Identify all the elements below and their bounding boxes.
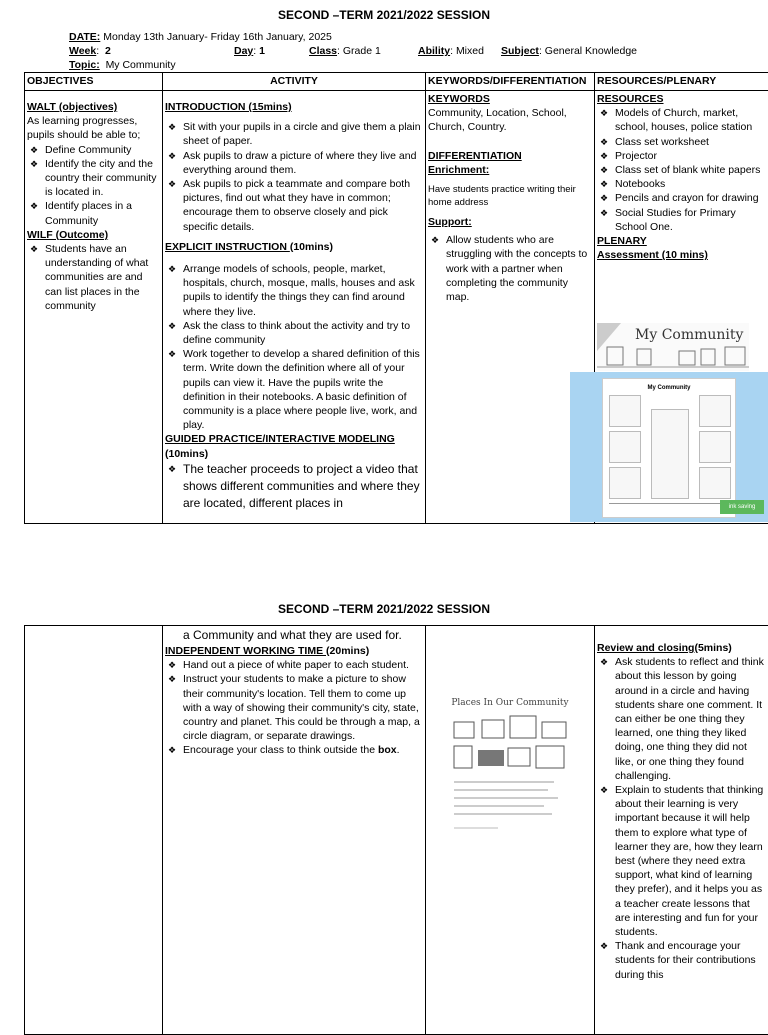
col-resources: RESOURCES/PLENARY: [595, 73, 768, 91]
encourage-item: ❖ Encourage your class to think outside the box.: [183, 743, 423, 757]
header-subject: Subject: General Knowledge: [501, 45, 637, 57]
header-day: Day: 1: [234, 45, 265, 57]
worksheet-preview-card: [602, 378, 736, 518]
lesson-table-continued: [24, 625, 768, 1035]
header-topic: Topic: My Community: [69, 59, 176, 71]
intro-heading: INTRODUCTION (15mins): [165, 100, 423, 114]
enrichment-heading: Enrichment:: [428, 163, 592, 177]
review-item: ❖ Thank and encourage your students for their contributions during this: [615, 939, 766, 982]
col-activity: ACTIVITY: [163, 73, 426, 91]
worksheet-box: [609, 467, 641, 499]
resource-item: ❖ Pencils and crayon for drawing: [615, 191, 766, 205]
worksheet-box: [609, 395, 641, 427]
review-heading: Review and closing(5mins): [597, 641, 766, 655]
review-item: ❖ Explain to students that thinking about their learning is very important because it will help them to explore what type of learner they are, how they learn best (where they need extra support, what kind of learning they prefer), and it helps you as a teacher create lessons that are interesting and fun for your students.: [615, 783, 766, 939]
assessment-heading: Assessment (10 mins): [597, 248, 766, 262]
header-date: DATE: Monday 13th January- Friday 16th January, 2025: [69, 31, 332, 43]
explicit-item: ❖ Arrange models of schools, people, market, hospitals, church, mosque, malls, houses and ask pupils to identify the things they can find around where they live.: [183, 262, 423, 319]
banner-title: My Community: [635, 327, 743, 343]
page-title: SECOND –TERM 2021/2022 SESSION: [0, 8, 768, 22]
differentiation-heading: DIFFERENTIATION: [428, 149, 592, 163]
worksheet-box: [699, 467, 731, 499]
walt-item: ❖ Define Community: [45, 143, 160, 157]
review-item: ❖ Ask students to reflect and think about this lesson by going around in a circle and having students share one comment. It can either be one thing they learned, one thing they liked doing, one thing they did not like, or one thing they found challenging.: [615, 655, 766, 783]
resource-item: ❖ Projector: [615, 149, 766, 163]
page2-title: SECOND –TERM 2021/2022 SESSION: [0, 602, 768, 616]
resource-item: ❖ Class set of blank white papers: [615, 163, 766, 177]
explicit-item: ❖ Ask the class to think about the activity and try to define community: [183, 319, 423, 347]
walt-heading: WALT (objectives): [27, 100, 160, 114]
walt-item: ❖ Identify places in a Community: [45, 199, 160, 227]
activity-cell-continued: [163, 626, 426, 1035]
worksheet-preview-panel: [570, 372, 768, 522]
keywords-text: Community, Location, School, Church, Country.: [428, 106, 592, 134]
independent-heading: INDEPENDENT WORKING TIME (20mins): [165, 644, 423, 658]
places-worksheet-graphic: [448, 710, 572, 840]
wilf-heading: WILF (Outcome): [27, 228, 160, 242]
header-class: Class: Grade 1: [309, 45, 381, 57]
header-ability: Ability: Mixed: [418, 45, 484, 57]
enrichment-text: Have students practice writing their home address: [428, 183, 592, 209]
places-worksheet-title: Places In Our Community: [448, 696, 572, 710]
ink-saving-badge: ink saving: [720, 500, 764, 514]
objectives-cell-continued: [25, 626, 163, 1035]
resource-item: ❖ Social Studies for Primary School One.: [615, 206, 766, 234]
worksheet-box: [609, 431, 641, 463]
intro-item: ❖ Sit with your pupils in a circle and give them a plain sheet of paper.: [183, 120, 423, 148]
support-item: ❖ Allow students who are struggling with the concepts to work with a partner when completing the community map.: [446, 233, 592, 304]
guided-heading: GUIDED PRACTICE/INTERACTIVE MODELING (10mins): [165, 432, 423, 460]
worksheet-box: [699, 395, 731, 427]
plenary-heading: PLENARY: [597, 234, 766, 248]
explicit-item: ❖ Work together to develop a shared definition of this term. Write down the definition where all of your pupils can view it. Have the pupils write the definition in their notebooks. A basic definition of community is a place where people live, work, and play.: [183, 347, 423, 432]
intro-item: ❖ Ask pupils to pick a teammate and compare both pictures, find out what they have in common; encourage them to observe closely and pick specific details.: [183, 177, 423, 234]
guided-item: ❖ The teacher proceeds to project a video that shows different communities and where they are located, different places in: [183, 461, 423, 512]
resources-cell-continued: [595, 626, 768, 1035]
activity-cell: [163, 91, 426, 524]
header-week: Week: 2: [69, 45, 111, 57]
worksheet-card-title: My Community: [603, 385, 735, 391]
walt-intro: As learning progresses, pupils should be able to;: [27, 114, 160, 142]
objectives-cell: [25, 91, 163, 524]
resources-heading: RESOURCES: [597, 92, 766, 106]
col-objectives: OBJECTIVES: [25, 73, 163, 91]
resource-item: ❖ Models of Church, market, school, houses, police station: [615, 106, 766, 134]
continued-text: a Community and what they are used for.: [165, 627, 423, 644]
resource-item: ❖ Class set worksheet: [615, 135, 766, 149]
resource-item: ❖ Notebooks: [615, 177, 766, 191]
intro-item: ❖ Ask pupils to draw a picture of where they live and everything around them.: [183, 149, 423, 177]
places-worksheet-image: [448, 696, 572, 846]
wilf-item: ❖ Students have an understanding of what communities are and can list places in the community: [45, 242, 160, 313]
my-community-banner-image: [597, 323, 749, 371]
independent-item: ❖ Hand out a piece of white paper to each student.: [183, 658, 423, 672]
walt-item: ❖ Identify the city and the country their community is located in.: [45, 157, 160, 200]
keywords-cell-continued: [426, 626, 595, 1035]
explicit-heading: EXPLICIT INSTRUCTION (10mins): [165, 240, 423, 254]
support-heading: Support:: [428, 215, 592, 229]
col-keywords: KEYWORDS/DIFFERENTIATION: [426, 73, 595, 91]
worksheet-line: [609, 503, 729, 504]
worksheet-box: [699, 431, 731, 463]
keywords-heading: KEYWORDS: [428, 92, 592, 106]
independent-item: ❖ Instruct your students to make a picture to show their community's location. Tell them to come up with a way of showing their community's city, state, country and planet. This could be through a map, a circle diagram, or separate drawings.: [183, 672, 423, 743]
worksheet-box: [651, 409, 689, 499]
